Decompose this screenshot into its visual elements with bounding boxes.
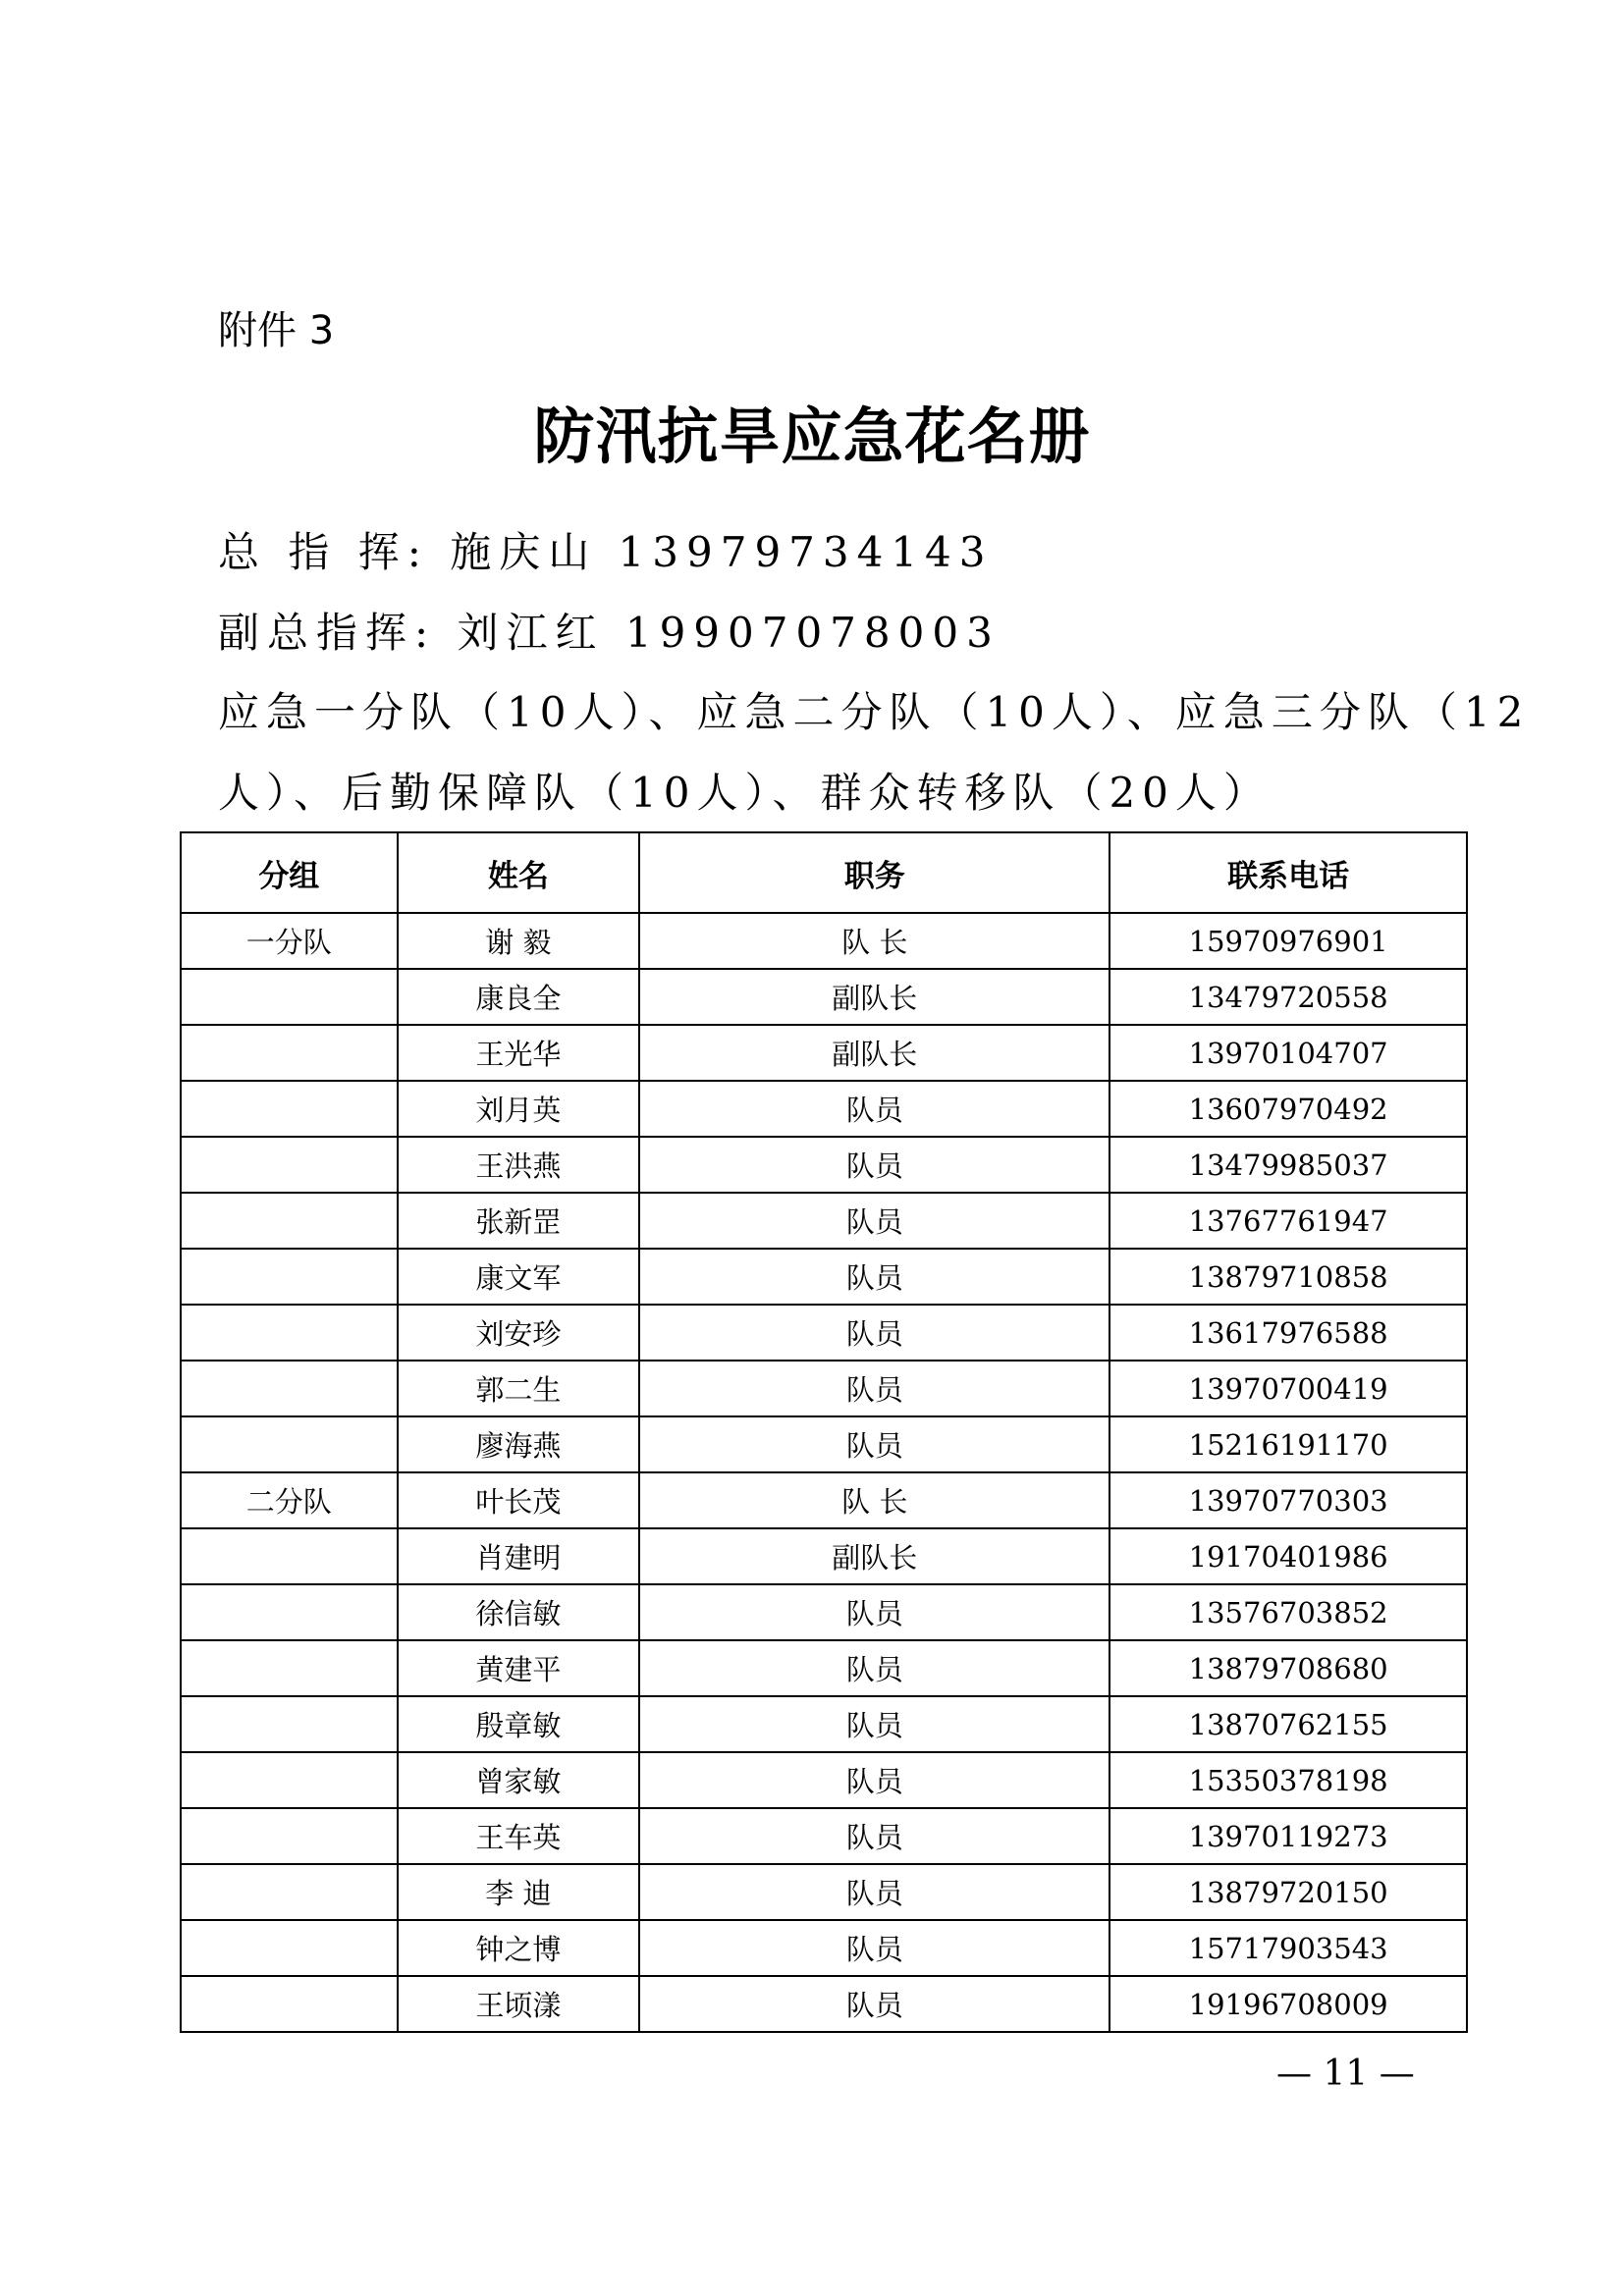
page-number: — 11 — [1276,2054,1415,2094]
cell-group [181,1193,398,1249]
table-row [181,1193,1467,1249]
cell-name: 曾家敏 [398,1752,640,1808]
cell-role: 队员 [639,1920,1110,1976]
roster-table [180,831,1468,2033]
cell-phone: 13479985037 [1110,1137,1467,1193]
table-row [181,1249,1467,1305]
commander-line: 总 指 挥: 施庆山 13979734143 [218,528,994,576]
cell-phone: 15350378198 [1110,1752,1467,1808]
table-row [181,1976,1467,2032]
cell-phone: 15216191170 [1110,1416,1467,1472]
table-row [181,1864,1467,1920]
table-row [181,1752,1467,1808]
cell-group [181,1361,398,1416]
cell-role: 队员 [639,1976,1110,2032]
cell-group [181,1137,398,1193]
table-row [181,1416,1467,1472]
cell-name: 康良全 [398,969,640,1025]
cell-group [181,1976,398,2032]
cell-role: 队员 [639,1640,1110,1696]
cell-group [181,1081,398,1137]
cell-role: 队员 [639,1081,1110,1137]
cell-group [181,1752,398,1808]
cell-phone: 13576703852 [1110,1584,1467,1640]
table-row [181,1305,1467,1361]
cell-role: 队员 [639,1305,1110,1361]
cell-name: 肖建明 [398,1528,640,1584]
cell-group [181,1416,398,1472]
cell-role: 队员 [639,1808,1110,1864]
cell-group [181,1808,398,1864]
cell-name: 叶长茂 [398,1472,640,1528]
cell-role: 队员 [639,1752,1110,1808]
table-row [181,1584,1467,1640]
cell-group [181,1249,398,1305]
table-row [181,1361,1467,1416]
table-row [181,1528,1467,1584]
cell-phone: 15970976901 [1110,913,1467,969]
cell-name: 李 迪 [398,1864,640,1920]
table-row [181,1081,1467,1137]
deputy-commander-line: 副总指挥: 刘江红 19907078003 [218,609,1001,657]
cell-role: 队员 [639,1361,1110,1416]
cell-phone: 13767761947 [1110,1193,1467,1249]
cell-group [181,969,398,1025]
cell-name: 王洪燕 [398,1137,640,1193]
cell-role: 队员 [639,1864,1110,1920]
cell-phone: 13970119273 [1110,1808,1467,1864]
cell-phone: 13879720150 [1110,1864,1467,1920]
page-title: 防汛抗旱应急花名册 [533,400,1091,472]
cell-role: 队员 [639,1696,1110,1752]
table-row [181,969,1467,1025]
cell-role: 队员 [639,1137,1110,1193]
cell-phone: 13970700419 [1110,1361,1467,1416]
cell-phone: 13879708680 [1110,1640,1467,1696]
cell-phone: 13970104707 [1110,1025,1467,1081]
attachment-label: 附件 3 [218,308,335,353]
teams-summary-line-2: 人）、后勤保障队（10人）、群众转移队（20人） [218,769,1272,817]
cell-role: 副队长 [639,969,1110,1025]
cell-role: 队员 [639,1193,1110,1249]
table-row [181,1808,1467,1864]
cell-phone: 13879710858 [1110,1249,1467,1305]
table-row [181,913,1467,969]
cell-phone: 15717903543 [1110,1920,1467,1976]
cell-phone: 13479720558 [1110,969,1467,1025]
teams-summary-line-1: 应急一分队（10人）、应急二分队（10人）、应急三分队（12 [218,688,1531,736]
cell-group [181,1025,398,1081]
cell-group [181,1640,398,1696]
table-row [181,1472,1467,1528]
column-header-phone: 联系电话 [1110,832,1467,913]
cell-group: 二分队 [181,1472,398,1528]
cell-role: 队员 [639,1249,1110,1305]
column-header-group: 分组 [181,832,398,913]
cell-phone: 13617976588 [1110,1305,1467,1361]
cell-group [181,1584,398,1640]
cell-name: 王顷漾 [398,1976,640,2032]
cell-role: 队 长 [639,1472,1110,1528]
cell-group [181,1864,398,1920]
cell-group [181,1305,398,1361]
cell-name: 廖海燕 [398,1416,640,1472]
cell-name: 殷章敏 [398,1696,640,1752]
cell-phone: 13870762155 [1110,1696,1467,1752]
column-header-name: 姓名 [398,832,640,913]
cell-role: 队员 [639,1584,1110,1640]
cell-name: 刘安珍 [398,1305,640,1361]
cell-name: 张新罡 [398,1193,640,1249]
cell-name: 黄建平 [398,1640,640,1696]
cell-phone: 19170401986 [1110,1528,1467,1584]
cell-name: 王光华 [398,1025,640,1081]
cell-group [181,1528,398,1584]
cell-name: 王车英 [398,1808,640,1864]
cell-role: 队 长 [639,913,1110,969]
cell-role: 副队长 [639,1528,1110,1584]
cell-name: 刘月英 [398,1081,640,1137]
cell-group [181,1920,398,1976]
cell-phone: 13970770303 [1110,1472,1467,1528]
cell-name: 谢 毅 [398,913,640,969]
table-row [181,1920,1467,1976]
cell-name: 徐信敏 [398,1584,640,1640]
roster-table-body [181,913,1467,2032]
table-row [181,1640,1467,1696]
cell-name: 钟之博 [398,1920,640,1976]
cell-name: 康文军 [398,1249,640,1305]
cell-phone: 13607970492 [1110,1081,1467,1137]
table-row [181,1696,1467,1752]
column-header-role: 职务 [639,832,1110,913]
cell-phone: 19196708009 [1110,1976,1467,2032]
table-row [181,1025,1467,1081]
cell-name: 郭二生 [398,1361,640,1416]
cell-role: 队员 [639,1416,1110,1472]
cell-role: 副队长 [639,1025,1110,1081]
cell-group [181,1696,398,1752]
cell-group: 一分队 [181,913,398,969]
table-header-row [181,832,1467,913]
table-row [181,1137,1467,1193]
